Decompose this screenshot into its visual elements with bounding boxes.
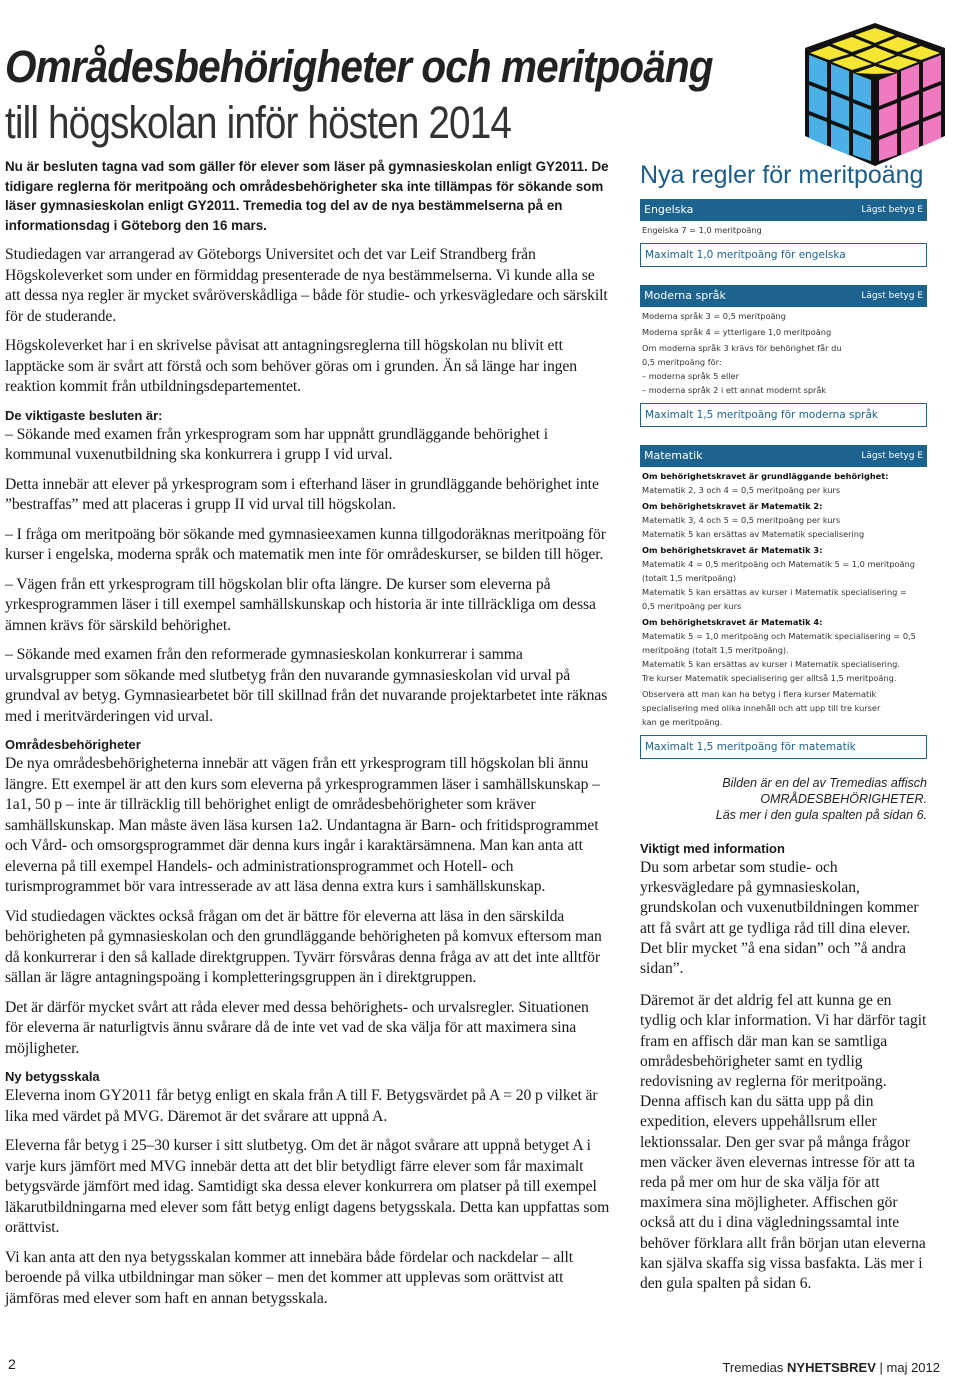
max-points-box: Maximalt 1,5 meritpoäng för moderna språk: [640, 403, 927, 427]
rule-line: – moderna språk 5 eller: [642, 371, 739, 381]
grade-requirement: Lägst betyg E: [861, 451, 923, 461]
rubiks-cube-image: [800, 18, 950, 168]
rule-line: Matematik 5 kan ersättas av Matematik specialisering: [642, 529, 865, 539]
section-heading: Områdesbehörigheter: [5, 737, 141, 752]
section-bar-modern-languages: [640, 285, 927, 307]
paragraph: Eleverna inom GY2011 får betyg enligt en skala från A till F. Betygsvärdet på A = 20 p vilket är lika med värdet på MVG. Däremot är det svårare att uppnå A.: [5, 1087, 598, 1125]
grade-requirement: Lägst betyg E: [861, 291, 923, 301]
paragraph: – Sökande med examen från den reformerade gymnasieskolan konkurrerar i samma urvalsgrupper som sökande med slutbetyg från den nuvarande gymnasieskolan vid urval på grundval av betyg. Gymnasiearbetet bör till skillnad från det nuvarande projektarbetet inte räknas med i meritvärderingen vid urval.: [5, 646, 608, 725]
grade-requirement: Lägst betyg E: [861, 205, 923, 215]
sidebar-title: Nya regler för meritpoäng: [640, 161, 924, 189]
rule-line: – moderna språk 2 i ett annat modernt språk: [642, 385, 827, 395]
rule-heading: Om behörighetskravet är Matematik 4:: [642, 617, 823, 627]
rule-line: meritpoäng (totalt 1,5 meritpoäng).: [642, 645, 789, 655]
paragraph: Högskoleverket har i en skrivelse påvisat att antagningsreglerna till högskolan nu blivit ett lapptäcke som är svårt att förstå och som behöver göras om i grunden. Än så länge har ingen reaktion kommit från utbildningsdepartementet.: [5, 337, 578, 395]
rule-heading: Om behörighetskravet är Matematik 2:: [642, 501, 823, 511]
paragraph: Vi kan anta att den nya betygsskalan kommer att innebära både fördelar och nackdelar – allt beroende på vilka utbildningar man söker – men det kommer att upplevas som orättvist att jämföras med elever som haft en annan betygsskala.: [5, 1248, 573, 1307]
page-title: Områdesbehörigheter och meritpoäng: [5, 41, 713, 92]
section-label: Matematik: [644, 449, 703, 462]
page-number: 2: [8, 1356, 16, 1372]
page-subtitle: till högskolan inför hösten 2014: [5, 97, 512, 148]
rule-line: Om moderna språk 3 krävs för behörighet får du: [642, 343, 842, 353]
rule-line: Matematik 5 kan ersättas av kurser i Matematik specialisering.: [642, 659, 900, 669]
paragraph: Detta innebär att elever på yrkesprogram som i efterhand läser in grundläggande behörighet inte ”bestraffas” med att placeras i grupp II vid urval till högskolan.: [5, 475, 599, 513]
sidebar-paragraph: Däremot är det aldrig fel att kunna ge en tydlig och klar information. Vi har därför tagit fram en affisch där man kan se samtliga områdesbehörigheter samt en tydlig redovisning av reglerna för meritpoäng. Denna affisch kan du sätta upp på din expedition, elevers uppehållsrum eller lektionssalar. Den ger svar på många frågor men väcker även elevernas intresse för att ta reda på mer om hur de ska välja för att maximera sina möjligheter. Affischen gör också att du i dina vägledningssamtal inte behöver förklara allt från början utan eleverna kan själva skaffa sig vissa basfakta. Läs mer i den gula spalten på sidan 6.: [640, 992, 927, 1293]
sidebar-heading: Viktigt med information: [640, 841, 785, 856]
rule-line: Matematik 2, 3 och 4 = 0,5 meritpoäng per kurs: [642, 485, 841, 495]
footer: Tremedias NYHETSBREV | maj 2012: [722, 1360, 940, 1375]
section-bar-math: [640, 445, 927, 467]
rule-line: 0,5 meritpoäng för:: [642, 357, 722, 367]
rule-line: (totalt 1,5 meritpoäng): [642, 573, 737, 583]
paragraph: Studiedagen var arrangerad av Göteborgs Universitet och det var Leif Strandberg från Högskoleverket som under en förmiddag presenterade de nya bestämmelserna. Vi kunde alla se att dessa nya regler är mycket svåröverskådliga – både för studie- och yrkesvägledare och särskilt för de studerande.: [5, 246, 608, 325]
section-label: Engelska: [644, 203, 694, 216]
rule-line: Matematik 5 = 1,0 meritpoäng och Matematik specialisering = 0,5: [642, 631, 916, 641]
max-points-box: Maximalt 1,5 meritpoäng för matematik: [640, 735, 927, 759]
rule-line: Moderna språk 4 = ytterligare 1,0 meritpoäng: [642, 327, 832, 337]
max-points-box: Maximalt 1,0 meritpoäng för engelska: [640, 243, 927, 267]
section-label: Moderna språk: [644, 289, 726, 302]
rule-line: Matematik 3, 4 och 5 = 0,5 meritpoäng per kurs: [642, 515, 841, 525]
article-lead: Nu är besluten tagna vad som gäller för elever som läser på gymnasieskolan enligt GY2011. De tidigare reglerna för meritpoäng och områdesbehörigheter ska inte tillämpas för sökande som läser gymnasieskolan enligt GY2011. Tremedia tog del av de nya bestämmelserna på en informationsdag i Göteborg den 16 mars.: [5, 159, 609, 233]
paragraph: De nya områdesbehörigheterna innebär att vägen från ett yrkesprogram till högskolan bli ännu längre. Ett exempel är att den kurs som eleverna på yrkesprogrammen läser i samhällskunskap – 1a1, 50 p – inte är tillräcklig till behörighet enligt de områdesbehörigheter som kräver samhällskunskap. Man måste även läsa kursen 1a2. Undantagna är Barn- och fritidsprogrammet och Vård- och omsorgsprogrammet där denna kurs ingår i karaktärsämnena. Man kan anta att eleverna på till exempel Handels- och administrationsprogrammet och Hotell- och turismprogrammet bör vara intresserade av att läsa denna extra kurs i samhällskunskap.: [5, 755, 600, 895]
paragraph: Vid studiedagen väcktes också frågan om det är bättre för eleverna att läsa in den särskilda behörigheten på gymnasieskolan och den grundläggande behörigheten på komvux eftersom man då konkurrerar i den så kallade direktgruppen. Tyvärr försvåras denna fråga av att det inte alltför sällan är lägre antagningspoäng i kompletteringsgruppen än i direktgruppen.: [5, 907, 602, 986]
rule-line: 0,5 meritpoäng per kurs: [642, 601, 742, 611]
paragraph: – Sökande med examen från yrkesprogram som har uppnått grundläggande behörighet i kommunal vuxenutbildning ska konkurrera i grupp I vid urval.: [5, 425, 548, 463]
article-column: [5, 157, 610, 1318]
rule-line: Matematik 4 = 0,5 meritpoäng och Matematik 5 = 1,0 meritpoäng: [642, 559, 915, 569]
rule-line: specialisering med olika innehåll och att upp till tre kurser: [642, 703, 881, 713]
image-caption: Bilden är en del av Tremedias affisch OMRÅDESBEHÖRIGHETER. Läs mer i den gula spalten på sidan 6.: [715, 776, 927, 822]
rule-heading: Om behörighetskravet är grundläggande behörighet:: [642, 471, 889, 481]
rule-line: Moderna språk 3 = 0,5 meritpoäng: [642, 311, 786, 321]
rule-line: Observera att man kan ha betyg i flera kurser Matematik: [642, 689, 877, 699]
section-heading: De viktigaste besluten är:: [5, 407, 163, 423]
paragraph: Eleverna får betyg i 25–30 kurser i sitt slutbetyg. Om det är något svårare att uppnå betyget A i varje kurs jämfört med MVG innebär detta att det blir betydligt färre elever som får maximalt betygsvärde jämfört med idag. Samtidigt ska dessa elever konkurrera om platser på till exempel läkarutbildningarna med elever som fått betyg enligt dagens betygsskala. Detta kan uppfattas som orättvist.: [5, 1137, 610, 1236]
rule-line: Tre kurser Matematik specialisering ger alltså 1,5 meritpoäng.: [642, 673, 897, 683]
paragraph: – Vägen från ett yrkesprogram till högskolan blir ofta längre. De kurser som eleverna på yrkesprogrammen läser i till exempel samhällskunskap och historia är inte tillräckliga om dessa ämnen krävs för särskild behörighet.: [5, 575, 596, 634]
rule-heading: Om behörighetskravet är Matematik 3:: [642, 545, 823, 555]
sidebar: [640, 157, 927, 1306]
paragraph: – I fråga om meritpoäng bör sökande med gymnasieexamen kunna tillgodoräknas meritpoäng för kurser i engelska, moderna språk och matematik men inte för områdeskurser, se bilden till höger.: [5, 525, 606, 563]
rule-line: Engelska 7 = 1,0 meritpoäng: [642, 225, 762, 235]
paragraph: Det är därför mycket svårt att råda elever med dessa behörighets- och urvalsregler. Situationen för eleverna är naturligtvis ännu svårare då de inte vet vad de ska välja för att maximera sina möjligheter.: [5, 998, 589, 1057]
rule-line: Matematik 5 kan ersättas av kurser i Matematik specialisering =: [642, 587, 907, 597]
section-bar-english: [640, 199, 927, 221]
rule-line: kan ge meritpoäng.: [642, 717, 723, 727]
section-heading: Ny betygsskala: [5, 1069, 100, 1084]
sidebar-paragraph: Du som arbetar som studie- och yrkesvägledare på gymnasieskolan, grundskolan och vuxenutbildningen kommer att få svårt att ge tydliga råd till dina elever. Det blir mycket ”å ena sidan” och ”å andra sidan”.: [640, 859, 919, 978]
